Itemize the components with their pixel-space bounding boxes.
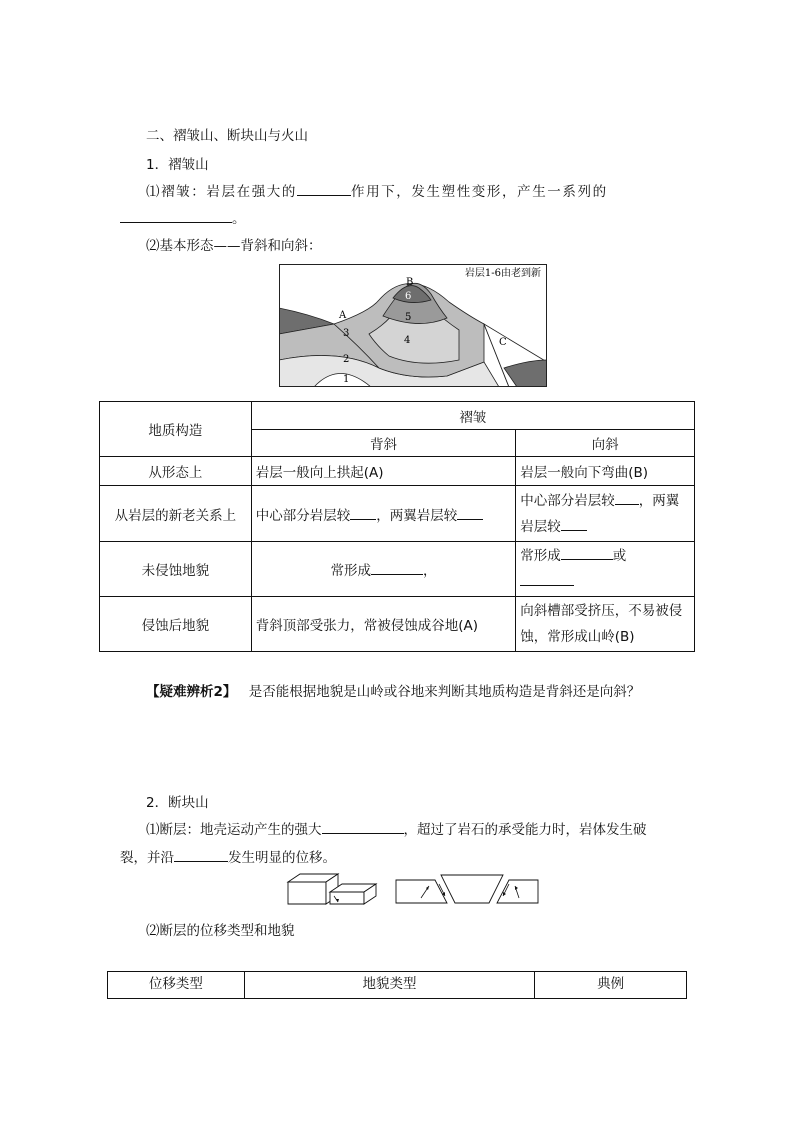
fold-blank-2 [120,208,232,223]
col-header-structure: 地质构造 [100,402,252,457]
cell-anticline: 岩层一般向上拱起(A) [251,457,516,486]
fold-table [99,401,695,652]
fold-blank-1 [297,181,351,196]
cell-text: 常形成 [330,563,371,579]
label-c: C [499,337,507,348]
fold-forms-title: ⑵基本形态——背斜和向斜： [146,238,322,254]
fault-def-mid: ，超过了岩石的承受能力时，岩体发生破 [403,822,647,838]
cell-text: ，两翼岩层较 [376,507,458,524]
cell-blank [615,490,639,505]
cell-blank [561,545,613,560]
cell-text: 岩层较 [520,518,561,535]
layer-1: 1 [343,374,350,385]
row-label: 侵蚀后地貌 [100,597,252,652]
question-tag: 【疑难辨析2】 [146,684,237,700]
row-label: 从形态上 [100,457,252,486]
fault-heading: 2．断块山 [146,795,209,811]
cell-text: 中心部分岩层较 [255,507,351,524]
fold-def-mid: 作用下，发生塑性变形，产生一系列的 [351,184,608,200]
layer-4: 4 [404,335,411,346]
cell-blank [561,516,587,531]
layer-6: 6 [405,291,412,302]
cell-text: 蚀，常形成山岭(B) [520,629,635,645]
cell-syncline [516,597,695,652]
fault-definition [146,818,647,838]
cell-blank [457,505,483,520]
table-row [100,597,695,652]
fold-def-prefix: ⑴褶皱：岩层在强大的 [146,184,297,200]
fold-heading: 1．褶皱山 [146,157,209,173]
fault-def2-suffix: 发生明显的位移。 [228,850,336,866]
fault-block-diagram [286,872,378,906]
label-b: B [406,277,414,288]
table-row [100,542,695,597]
row-label: 从岩层的新老关系上 [100,486,252,542]
cell-text: ， [422,563,437,579]
label-a: A [339,310,347,321]
row-label: 未侵蚀地貌 [100,542,252,597]
cell-syncline: 岩层一般向下弯曲(B) [516,457,695,486]
cell-text: 中心部分岩层较 [520,492,615,509]
fold-def-end: 。 [232,211,246,227]
fault-horst-diagram [395,874,539,904]
fault-def-prefix: ⑴断层：地壳运动产生的强大 [146,822,322,838]
sub-header-anticline: 背斜 [251,430,516,457]
question-text: 是否能根据地貌是山岭或谷地来判断其地质构造是背斜还是向斜？ [248,684,641,700]
header-landform-type: 地貌类型 [244,972,534,999]
cell-text: 或 [612,548,627,564]
table-row [100,457,695,486]
cell-blank [520,571,574,586]
cell-text: 向斜槽部受挤压，不易被侵 [520,603,683,619]
question [146,680,640,700]
section-title: 二、褶皱山、断块山与火山 [146,128,308,144]
header-example: 典例 [535,972,687,999]
header-displacement-type: 位移类型 [108,972,245,999]
cell-anticline [251,486,516,542]
fault-table [107,971,687,999]
cell-anticline [251,542,516,597]
cell-blank [350,505,376,520]
fault-blank-2 [174,847,228,862]
fault-definition-line2 [120,846,336,866]
cell-syncline [516,542,695,597]
cell-text: ，两翼 [638,492,680,509]
cell-text: 常形成 [520,548,561,564]
cell-syncline [516,486,695,542]
cell-blank [371,560,423,575]
fold-definition [146,180,608,200]
cell-anticline: 背斜顶部受张力，常被侵蚀成谷地(A) [251,597,516,652]
fold-definition-line2 [120,207,246,227]
layer-3: 3 [343,328,350,339]
group-header-fold: 褶皱 [251,402,694,430]
table-row [100,486,695,542]
fold-diagram [279,264,547,387]
sub-header-syncline: 向斜 [516,430,695,457]
fault-def2-prefix: 裂，并沿 [120,850,174,866]
fault-blank-1 [322,819,404,834]
fault-types-title: ⑵断层的位移类型和地貌 [146,923,295,939]
layer-2: 2 [343,354,350,365]
layer-5: 5 [405,312,412,323]
figure-note: 岩层1-6由老到新 [464,268,541,279]
